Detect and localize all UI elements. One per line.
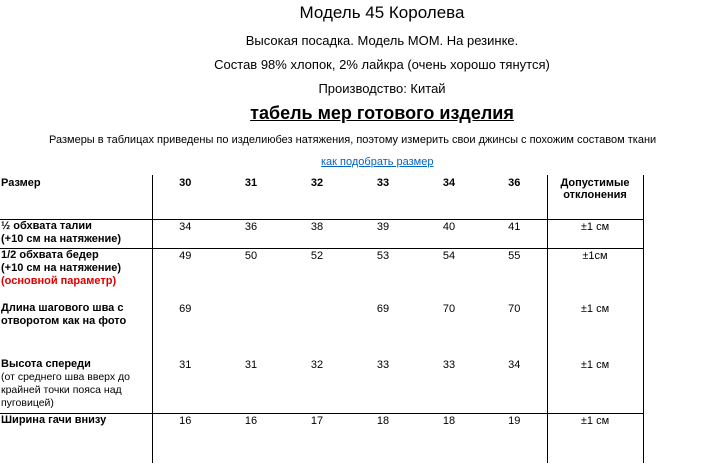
table-cell: 41: [482, 219, 547, 248]
table-cell: [218, 302, 284, 358]
table-cell: 39: [350, 219, 416, 248]
row-label-front-rise: [0, 358, 152, 413]
table-cell: 33: [376, 359, 390, 371]
measurement-note: Размеры в таблицах приведены по изделиюбез натяжения, поэтому измерить свои джинсы с похожим составом ткани: [49, 134, 657, 146]
table-row: [0, 302, 643, 358]
table-cell: 18: [416, 413, 482, 463]
table-row: [0, 219, 643, 248]
table-row: [0, 248, 643, 302]
tolerance-cell: ±1 см: [547, 219, 643, 248]
fit-description: Высокая посадка. Модель МОМ. На резинке.: [245, 33, 519, 48]
table-cell: 40: [416, 219, 482, 248]
row-label-waist: [0, 219, 152, 248]
size-header-36: 36: [508, 177, 521, 189]
size-guide-link[interactable]: как подобрать размер: [321, 156, 434, 168]
fabric-composition: Состав 98% хлопок, 2% лайкра (очень хорошо тянутся): [214, 57, 550, 72]
size-header-label: Размер: [1, 177, 41, 189]
table-cell: 49: [152, 248, 218, 302]
table-cell: 52: [284, 248, 350, 302]
row-label-main-parameter: (основной параметр): [1, 274, 117, 287]
row-label-line: крайней точки пояса над: [1, 384, 122, 396]
tolerance-header-line-1: Допустимые: [560, 177, 630, 189]
table-cell: 32: [310, 359, 324, 371]
row-label-hips: [0, 248, 152, 302]
row-label-line: (+10 см на натяжение): [1, 232, 122, 245]
size-header-34: 34: [442, 177, 456, 189]
table-cell: 34: [508, 359, 521, 371]
tolerance-cell: ±1 см: [547, 302, 643, 358]
row-label-line: Высота спереди: [1, 358, 91, 370]
manufacturing-country: Производство: Китай: [318, 81, 446, 96]
table-cell: 54: [416, 248, 482, 302]
size-header-31: 31: [244, 177, 258, 189]
table-row: [0, 413, 643, 463]
table-cell: 55: [482, 248, 547, 302]
table-cell: 70: [442, 303, 456, 315]
table-cell: 16: [152, 413, 218, 463]
table-cell: 19: [482, 413, 547, 463]
size-header-32: 32: [310, 177, 324, 189]
table-cell: 18: [350, 413, 416, 463]
size-header-30: 30: [152, 175, 218, 219]
table-cell: 17: [284, 413, 350, 463]
row-label-line: Ширина гачи внизу: [1, 413, 107, 426]
row-label-line: пуговицей): [1, 397, 54, 409]
row-label-line: Длина шагового шва с: [1, 302, 124, 314]
tolerance-header: [547, 175, 643, 219]
row-label-line: ½ обхвата талии: [1, 219, 92, 232]
size-header-33: 33: [376, 177, 390, 189]
table-cell: 53: [350, 248, 416, 302]
table-cell: 31: [152, 358, 218, 413]
tolerance-cell: ±1см: [547, 248, 643, 302]
row-label-line: 1/2 обхвата бедер: [1, 248, 99, 261]
row-label-line: отворотом как на фото: [1, 315, 127, 327]
size-chart-heading: табель мер готового изделия: [250, 103, 514, 123]
row-label-hem-width: [0, 413, 152, 463]
row-label-line: (от среднего шва вверх до: [1, 371, 131, 383]
tolerance-cell: ±1 см: [547, 413, 643, 463]
tolerance-header-line-2: отклонения: [563, 189, 627, 201]
product-title: Модель 45 Королева: [299, 3, 465, 22]
row-label-inseam: [0, 302, 152, 358]
table-cell: 36: [218, 219, 284, 248]
table-cell: 34: [152, 219, 218, 248]
table-cell: 50: [218, 248, 284, 302]
table-cell: 70: [508, 303, 521, 315]
table-cell: 69: [376, 303, 390, 315]
table-cell: 38: [284, 219, 350, 248]
row-label-line: (+10 см на натяжение): [1, 261, 122, 274]
tolerance-cell: ±1 см: [547, 358, 643, 413]
table-cell: 31: [244, 359, 258, 371]
size-table: [0, 175, 644, 463]
table-cell: 33: [442, 359, 456, 371]
table-row: [0, 358, 643, 413]
table-cell: 16: [218, 413, 284, 463]
table-cell: [284, 302, 350, 358]
table-header-row: [0, 175, 643, 219]
table-cell: 69: [152, 302, 218, 358]
